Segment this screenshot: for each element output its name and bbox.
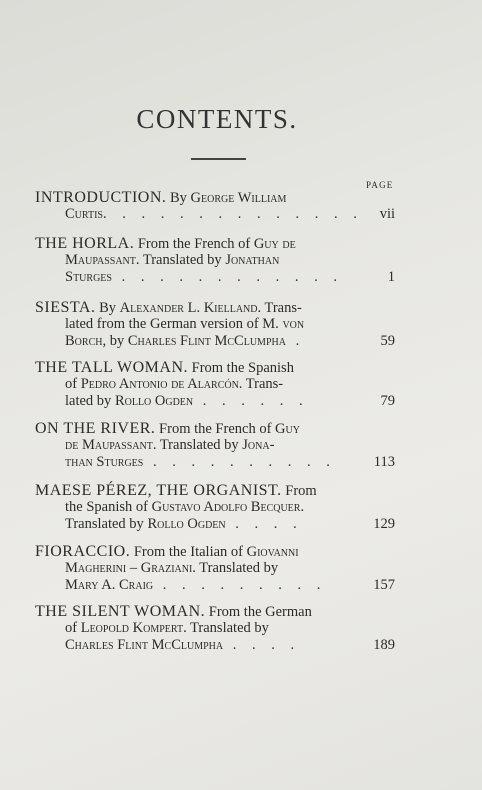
entry-title: MAESE PÉREZ, THE ORGANIST. — [35, 482, 282, 499]
toc-entry-the-horla — [35, 235, 395, 286]
page-number: 1 — [387, 269, 395, 285]
entry-text: Translated by — [186, 620, 269, 636]
entry-text: lated from the German version of M. — [65, 316, 283, 332]
entry-text: Translated by — [139, 252, 226, 268]
translator-name: Borch, — [65, 333, 107, 349]
toc-line — [35, 516, 395, 533]
page-number: 113 — [373, 454, 395, 470]
dot-leaders: . . . . . . . . . . — [143, 454, 336, 470]
page-title: CONTENTS. — [136, 104, 298, 134]
toc-entry-the-tall-woman — [35, 359, 395, 410]
entry-title: FIORACCIO. — [35, 543, 131, 560]
entry-text: From — [281, 483, 317, 499]
entry-text: By — [95, 300, 120, 316]
author-name: Maupassant. — [65, 252, 140, 268]
author-name: Guy — [275, 421, 300, 437]
author-name: Alexander L. Kielland. — [119, 300, 262, 316]
toc-line — [35, 499, 395, 516]
page-number: vii — [379, 206, 395, 222]
entry-text: From the French of — [155, 421, 276, 437]
author-name: Leopold Kompert. — [80, 620, 187, 636]
entry-text: of — [65, 376, 81, 392]
page-number: 59 — [380, 333, 395, 349]
page-number: 129 — [373, 516, 395, 532]
entry-text: the Spanish of — [65, 499, 152, 515]
toc-line — [35, 603, 395, 620]
author-name: Guy de — [253, 236, 296, 252]
author-name: de Maupassant. — [65, 437, 157, 453]
toc-line — [35, 252, 395, 269]
translator-name: than Sturges — [65, 454, 144, 470]
entry-text: of — [65, 620, 81, 636]
toc-line — [35, 333, 395, 350]
entry-title: INTRODUCTION. — [35, 189, 167, 206]
dot-leaders: . . . . — [223, 637, 301, 653]
entry-title: THE SILENT WOMAN. — [35, 603, 206, 620]
page-column-label: PAGE — [366, 180, 394, 190]
author-name: George William — [190, 190, 287, 206]
translator-name: Sturges — [65, 269, 112, 285]
entry-text: lated by — [65, 393, 115, 409]
translator-name: Jonathan — [225, 252, 280, 268]
translator-name: von — [282, 316, 305, 332]
toc-line — [35, 206, 395, 223]
entry-text: From the Spanish — [188, 360, 294, 376]
page-number: 79 — [380, 393, 395, 409]
title-rule — [191, 158, 246, 160]
toc-line — [35, 454, 395, 471]
entry-text: From the Italian of — [130, 544, 247, 560]
toc-line — [35, 577, 395, 594]
toc-line — [35, 299, 395, 316]
dot-leaders: . . . . . . . . . — [153, 577, 327, 593]
page-number: 189 — [373, 637, 395, 653]
toc-line — [35, 543, 395, 560]
entry-text: Translated by — [195, 560, 279, 576]
dot-leaders: . — [285, 333, 306, 349]
entry-title: THE TALL WOMAN. — [35, 359, 189, 376]
toc-entry-on-the-river — [35, 420, 395, 471]
translator-name: Charles Flint McClumpha — [127, 333, 286, 349]
translator-name: Mary A. Craig — [65, 577, 154, 593]
entry-text: Trans- — [242, 376, 284, 392]
toc-entry-maese-perez — [35, 482, 395, 533]
toc-line — [35, 316, 395, 333]
entry-text: By — [166, 190, 191, 206]
toc-entry-introduction — [35, 189, 395, 223]
toc-entry-fioraccio — [35, 543, 395, 594]
toc-line — [35, 437, 395, 454]
toc-line — [35, 420, 395, 437]
entry-text: From the German — [205, 604, 312, 620]
toc-line — [35, 637, 395, 654]
author-name: Gustavo Adolfo Becquer. — [151, 499, 305, 515]
toc-line — [35, 482, 395, 499]
dot-leaders: . . . . — [225, 516, 303, 532]
translator-name: Charles Flint McClumpha — [65, 637, 224, 653]
toc-line — [35, 189, 395, 206]
author-name: Magherini – Graziani. — [65, 560, 196, 576]
entry-text: Trans- — [261, 300, 302, 316]
dot-leaders: . . . . . . . . . . . . — [111, 269, 343, 285]
entry-title: THE HORLA. — [35, 235, 135, 252]
toc-line — [35, 620, 395, 637]
entry-title: SIESTA. — [35, 299, 96, 316]
toc-line — [35, 376, 395, 393]
toc-line — [35, 560, 395, 577]
author-name: Giovanni — [246, 544, 299, 560]
entry-text: Translated by — [156, 437, 243, 453]
entry-text: by — [106, 333, 128, 349]
toc-line — [35, 235, 395, 252]
translator-name: Rollo Ogden — [147, 516, 226, 532]
page-number: 157 — [373, 577, 395, 593]
entry-title: ON THE RIVER. — [35, 420, 156, 437]
author-name: Pedro Antonio de Alarcón. — [80, 376, 243, 392]
entry-text: From the French of — [134, 236, 254, 252]
dot-leaders: . . . . . . — [193, 393, 309, 409]
dot-leaders: . . . . . . . . . . . . . . — [102, 206, 363, 222]
author-name: Curtis — [65, 206, 103, 222]
translator-name: Jona- — [242, 437, 275, 453]
toc-line — [35, 359, 395, 376]
toc-line — [35, 393, 395, 410]
toc-entry-siesta — [35, 299, 395, 350]
toc-entry-the-silent-woman — [35, 603, 395, 654]
toc-line — [35, 269, 395, 286]
translator-name: Rollo Ogden — [114, 393, 194, 409]
entry-text: Translated by — [65, 516, 148, 532]
